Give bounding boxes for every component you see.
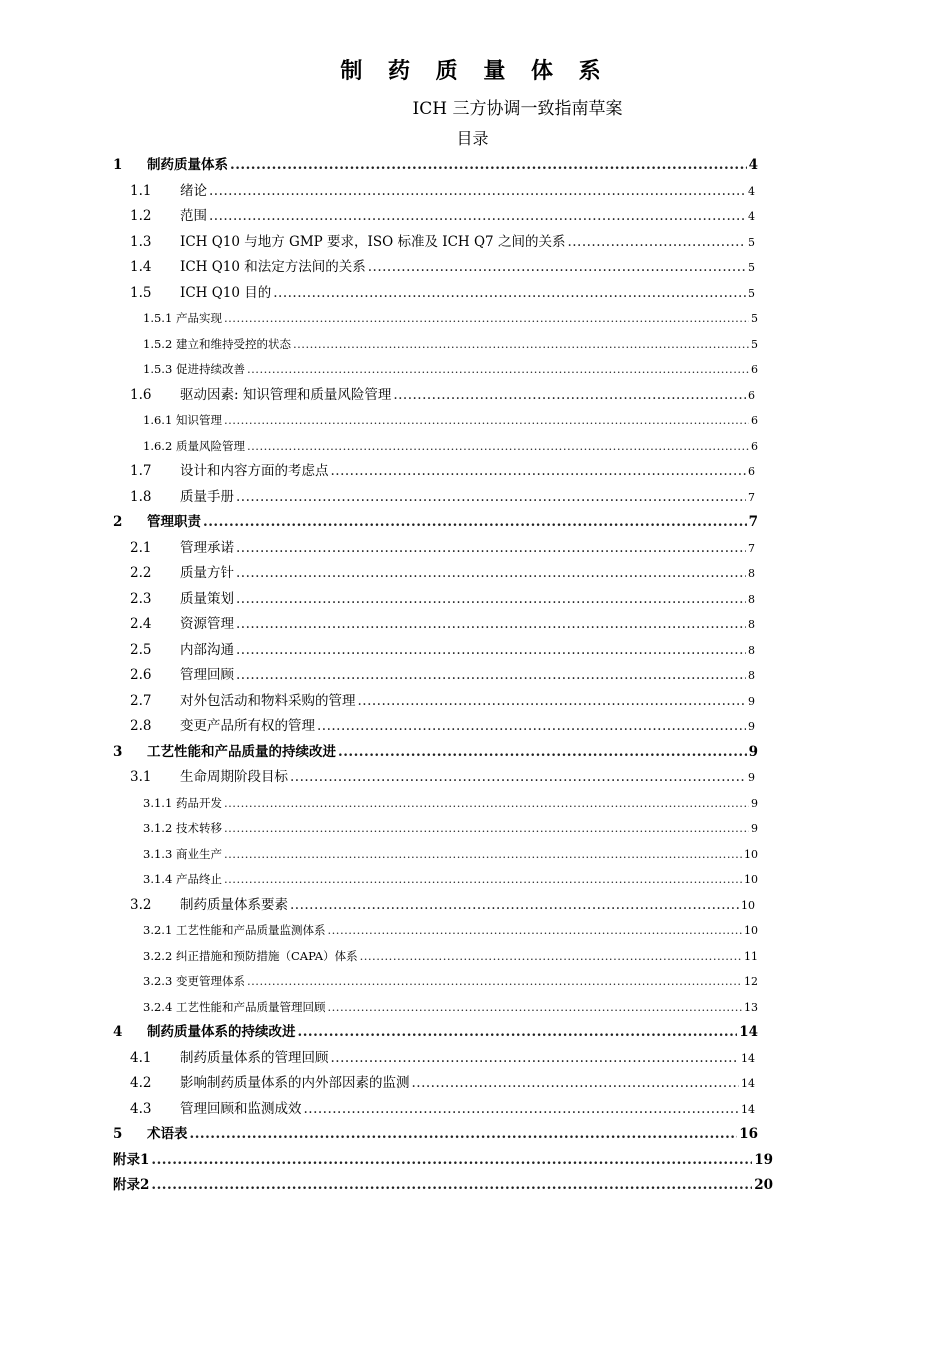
toc-leader-dots: [236, 638, 746, 662]
toc-heading: 目录: [456, 129, 489, 148]
toc-entry-number: 4.2: [130, 1075, 152, 1091]
toc-leader-dots: [224, 842, 742, 866]
toc-entry-page: 9: [748, 743, 758, 760]
toc-leader-dots: [293, 332, 749, 356]
toc-entry-title: 质量方针: [180, 565, 234, 581]
toc-entry-number: 2.7: [130, 692, 152, 709]
toc-leader-dots: [224, 816, 749, 840]
toc-entry-number: 1.6.1: [143, 413, 173, 427]
toc-entry[interactable]: [130, 536, 755, 560]
toc-leader-dots: [328, 995, 743, 1019]
toc-leader-dots: [236, 561, 746, 585]
toc-entry-number: 1.6.2: [143, 438, 173, 453]
toc-leader-dots: [209, 179, 746, 203]
toc-entry-number: 1.5.2: [143, 336, 173, 351]
toc-entry-title: 变更管理体系: [176, 974, 245, 988]
toc-entry-title: 产品实现: [176, 311, 222, 325]
toc-entry[interactable]: [143, 867, 758, 891]
toc-leader-dots: [360, 944, 742, 968]
toc-entry-title: ICH Q10 目的: [180, 284, 272, 301]
toc-entry[interactable]: [143, 842, 758, 866]
toc-entry-title: 商业生产: [176, 846, 222, 861]
toc-entry-title: 质量风险管理: [176, 438, 245, 453]
toc-leader-dots: [567, 230, 746, 254]
toc-entry-page: 10: [744, 847, 758, 861]
toc-entry-page: 20: [754, 1177, 773, 1193]
toc-entry-page: 8: [748, 618, 755, 631]
toc-leader-dots: [290, 893, 739, 917]
toc-entry-title: 术语表: [147, 1126, 188, 1142]
toc-entry-page: 5: [751, 337, 758, 351]
toc-leader-dots: [328, 918, 743, 942]
toc-leader-dots: [338, 740, 747, 764]
toc-entry-page: 4: [748, 210, 755, 223]
toc-entry-title: 质量手册: [180, 488, 234, 505]
toc-entry-page: 14: [741, 1077, 755, 1090]
toc-entry[interactable]: [143, 408, 758, 432]
toc-entry-page: 4: [748, 184, 755, 198]
toc-entry-number: 1.2: [130, 208, 152, 224]
toc-entry-page: 9: [751, 796, 758, 810]
toc-entry-page: 7: [748, 490, 755, 504]
toc-entry[interactable]: [130, 459, 755, 483]
toc-leader-dots: [230, 153, 747, 177]
toc-entry[interactable]: [143, 816, 758, 840]
toc-leader-dots: [209, 204, 746, 228]
toc-entry-number: 1.3: [130, 233, 152, 250]
toc-entry-number: 1.6: [130, 386, 152, 403]
toc-entry[interactable]: [143, 791, 758, 815]
toc-entry-title: 绪论: [180, 182, 207, 199]
toc-entry-page: 10: [744, 873, 758, 886]
toc-entry-title: 纠正措施和预防措施（CAPA）体系: [176, 948, 358, 963]
toc-leader-dots: [236, 485, 746, 509]
toc-entry-page: 6: [751, 439, 758, 453]
toc-leader-dots: [331, 1046, 740, 1070]
toc-entry[interactable]: [130, 281, 755, 305]
toc-entry-number: 4.1: [130, 1049, 152, 1066]
toc-entry-number: 2: [113, 514, 123, 530]
toc-entry-number: 4: [113, 1024, 123, 1040]
toc-entry-page: 8: [748, 592, 755, 606]
toc-entry-page: 14: [741, 1051, 755, 1065]
toc-leader-dots: [393, 383, 746, 407]
toc-entry-title: 变更产品所有权的管理: [180, 718, 315, 734]
toc-entry-title: 附录2: [113, 1177, 150, 1193]
toc-entry[interactable]: [130, 587, 755, 611]
toc-entry-number: 3.1.4: [143, 872, 173, 886]
toc-entry-title: 工艺性能和产品质量的持续改进: [147, 743, 336, 760]
toc-entry-page: 9: [748, 720, 755, 733]
toc-entry-title: 驱动因素: 知识管理和质量风险管理: [180, 386, 392, 403]
toc-entry-page: 8: [748, 669, 755, 682]
toc-entry[interactable]: [130, 230, 755, 254]
toc-leader-dots: [273, 281, 746, 305]
toc-leader-dots: [247, 434, 749, 458]
toc-entry[interactable]: [130, 714, 755, 738]
toc-entry[interactable]: [130, 179, 755, 203]
toc-leader-dots: [236, 536, 746, 560]
toc-entry-number: 2.1: [130, 539, 152, 556]
toc-entry-number: 5: [113, 1126, 123, 1142]
toc-entry-title: 管理承诺: [180, 539, 234, 556]
toc-entry-title: 生命周期阶段目标: [180, 769, 288, 785]
toc-entry-title: 质量策划: [180, 590, 234, 607]
toc-entry-title: 工艺性能和产品质量监测体系: [176, 923, 326, 937]
toc-entry[interactable]: [143, 969, 758, 993]
toc-entry-number: 3.1.2: [143, 821, 173, 835]
toc-entry[interactable]: [143, 332, 758, 356]
toc-entry-title: 药品开发: [176, 795, 222, 810]
toc-leader-dots: [368, 255, 746, 279]
toc-entry[interactable]: [113, 740, 758, 764]
toc-entry-page: 12: [744, 975, 758, 988]
toc-entry[interactable]: [113, 1173, 773, 1197]
toc-entry-number: 3.1: [130, 769, 152, 785]
toc-leader-dots: [236, 663, 746, 687]
toc-leader-dots: [224, 408, 749, 432]
toc-entry[interactable]: [143, 995, 758, 1019]
toc-entry[interactable]: [143, 918, 758, 942]
toc-entry-page: 14: [739, 1024, 758, 1040]
toc-entry-title: 产品终止: [176, 872, 222, 886]
toc-entry-number: 2.4: [130, 616, 152, 632]
toc-leader-dots: [290, 765, 746, 789]
toc-entry-title: 促进持续改善: [176, 362, 245, 376]
toc-leader-dots: [203, 510, 747, 534]
toc-entry[interactable]: [130, 561, 755, 585]
toc-leader-dots: [190, 1122, 738, 1146]
toc-entry-page: 6: [751, 363, 758, 376]
toc-entry-number: 3.1.1: [143, 795, 173, 810]
toc-entry[interactable]: [130, 638, 755, 662]
toc-entry-number: 1.1: [130, 182, 152, 199]
toc-entry-page: 10: [741, 898, 755, 912]
toc-entry[interactable]: [130, 1071, 755, 1095]
toc-entry-number: 1.5.1: [143, 311, 173, 325]
toc-leader-dots: [298, 1020, 738, 1044]
toc-entry[interactable]: [113, 153, 758, 177]
toc-entry-number: 1.5.3: [143, 362, 173, 376]
toc-entry[interactable]: [143, 357, 758, 381]
toc-entry-page: 6: [748, 388, 755, 402]
toc-entry-number: 3.2: [130, 896, 152, 913]
toc-entry[interactable]: [143, 306, 758, 330]
toc-entry-page: 14: [741, 1102, 755, 1116]
toc-entry-number: 2.2: [130, 565, 152, 581]
toc-leader-dots: [224, 867, 742, 891]
toc-entry[interactable]: [143, 944, 758, 968]
toc-leader-dots: [236, 587, 746, 611]
toc-entry[interactable]: [130, 612, 755, 636]
toc-entry-number: 1.7: [130, 463, 152, 479]
toc-entry-page: 5: [748, 261, 755, 274]
toc-entry-page: 6: [748, 465, 755, 478]
toc-leader-dots: [224, 306, 749, 330]
toc-entry-title: 技术转移: [176, 821, 222, 835]
toc-entry[interactable]: [130, 689, 755, 713]
toc-entry-title: 制药质量体系要素: [180, 896, 288, 913]
toc-leader-dots: [151, 1148, 752, 1172]
toc-entry[interactable]: [130, 255, 755, 279]
toc-entry-page: 9: [748, 694, 755, 708]
toc-entry-number: 4.3: [130, 1100, 152, 1117]
toc-entry-page: 9: [748, 771, 755, 784]
toc-entry[interactable]: [130, 893, 755, 917]
toc-entry[interactable]: [130, 485, 755, 509]
toc-entry-page: 8: [748, 567, 755, 580]
toc-leader-dots: [236, 612, 746, 636]
toc-leader-dots: [304, 1097, 740, 1121]
toc-entry[interactable]: [130, 1046, 755, 1070]
toc-entry-page: 11: [744, 949, 758, 963]
toc-entry-page: 4: [748, 157, 758, 173]
toc-entry-page: 9: [751, 822, 758, 835]
toc-entry-number: 1.4: [130, 259, 152, 275]
toc-entry-number: 3.1.3: [143, 846, 173, 861]
toc-entry-title: 设计和内容方面的考虑点: [180, 463, 329, 479]
toc-leader-dots: [247, 357, 749, 381]
toc-entry-page: 16: [739, 1126, 758, 1142]
toc-entry-page: 5: [748, 235, 755, 249]
toc-leader-dots: [331, 459, 747, 483]
toc-entry-page: 13: [744, 1000, 758, 1014]
toc-entry[interactable]: [130, 663, 755, 687]
toc-entry-number: 3.2.4: [143, 999, 173, 1014]
toc-entry-page: 7: [748, 541, 755, 555]
toc-leader-dots: [247, 969, 742, 993]
toc-entry-title: 资源管理: [180, 616, 234, 632]
toc-entry[interactable]: [130, 1097, 755, 1121]
toc-entry[interactable]: [130, 765, 755, 789]
toc-entry-title: 管理职责: [147, 514, 201, 530]
toc-entry-title: 附录1: [113, 1151, 150, 1168]
toc-entry-title: 制药质量体系: [147, 157, 228, 173]
document-subtitle: ICH 三方协调一致指南草案: [412, 99, 623, 119]
toc-entry[interactable]: [113, 1148, 773, 1172]
toc-entry-title: 对外包活动和物料采购的管理: [180, 692, 356, 709]
toc-entry-page: 8: [748, 643, 755, 657]
toc-entry-number: 2.8: [130, 718, 152, 734]
toc-entry-page: 5: [748, 286, 755, 300]
toc-entry-number: 1: [113, 157, 123, 173]
toc-entry-page: 5: [751, 312, 758, 325]
toc-entry-title: 内部沟通: [180, 641, 234, 658]
toc-entry-title: 知识管理: [176, 413, 222, 427]
toc-entry-title: 范围: [180, 208, 207, 224]
toc-leader-dots: [412, 1071, 740, 1095]
toc-entry-page: 19: [754, 1151, 773, 1168]
toc-entry[interactable]: [113, 1122, 758, 1146]
toc-leader-dots: [358, 689, 747, 713]
toc-entry-title: ICH Q10 和法定方法间的关系: [180, 259, 366, 275]
toc-leader-dots: [151, 1173, 752, 1197]
toc-entry-title: 制药质量体系的持续改进: [147, 1024, 296, 1040]
toc-entry-number: 3.2.1: [143, 923, 173, 937]
toc-entry-title: 制药质量体系的管理回顾: [180, 1049, 329, 1066]
toc-entry-title: 工艺性能和产品质量管理回顾: [176, 999, 326, 1014]
toc-entry-title: 建立和维持受控的状态: [176, 336, 291, 351]
toc-leader-dots: [317, 714, 746, 738]
toc-entry[interactable]: [113, 1020, 758, 1044]
toc-entry-number: 2.3: [130, 590, 152, 607]
toc-entry-number: 1.5: [130, 284, 152, 301]
toc-entry-number: 3: [113, 743, 123, 760]
toc-entry-title: ICH Q10 与地方 GMP 要求，ISO 标准及 ICH Q7 之间的关系: [180, 233, 566, 250]
toc-entry[interactable]: [130, 383, 755, 407]
toc-entry-number: 3.2.2: [143, 948, 173, 963]
toc-entry[interactable]: [130, 204, 755, 228]
toc-entry[interactable]: [113, 510, 758, 534]
toc-entry-number: 2.5: [130, 641, 152, 658]
toc-entry-page: 6: [751, 414, 758, 427]
toc-entry-title: 影响制药质量体系的内外部因素的监测: [180, 1075, 410, 1091]
toc-entry-title: 管理回顾和监测成效: [180, 1100, 302, 1117]
toc-entry[interactable]: [143, 434, 758, 458]
toc-leader-dots: [224, 791, 749, 815]
document-title: 制 药 质 量 体 系: [340, 59, 610, 84]
toc-entry-page: 7: [748, 514, 758, 530]
toc-entry-page: 10: [744, 924, 758, 937]
toc-entry-number: 1.8: [130, 488, 152, 505]
toc-entry-number: 3.2.3: [143, 974, 173, 988]
toc-entry-title: 管理回顾: [180, 667, 234, 683]
toc-entry-number: 2.6: [130, 667, 152, 683]
